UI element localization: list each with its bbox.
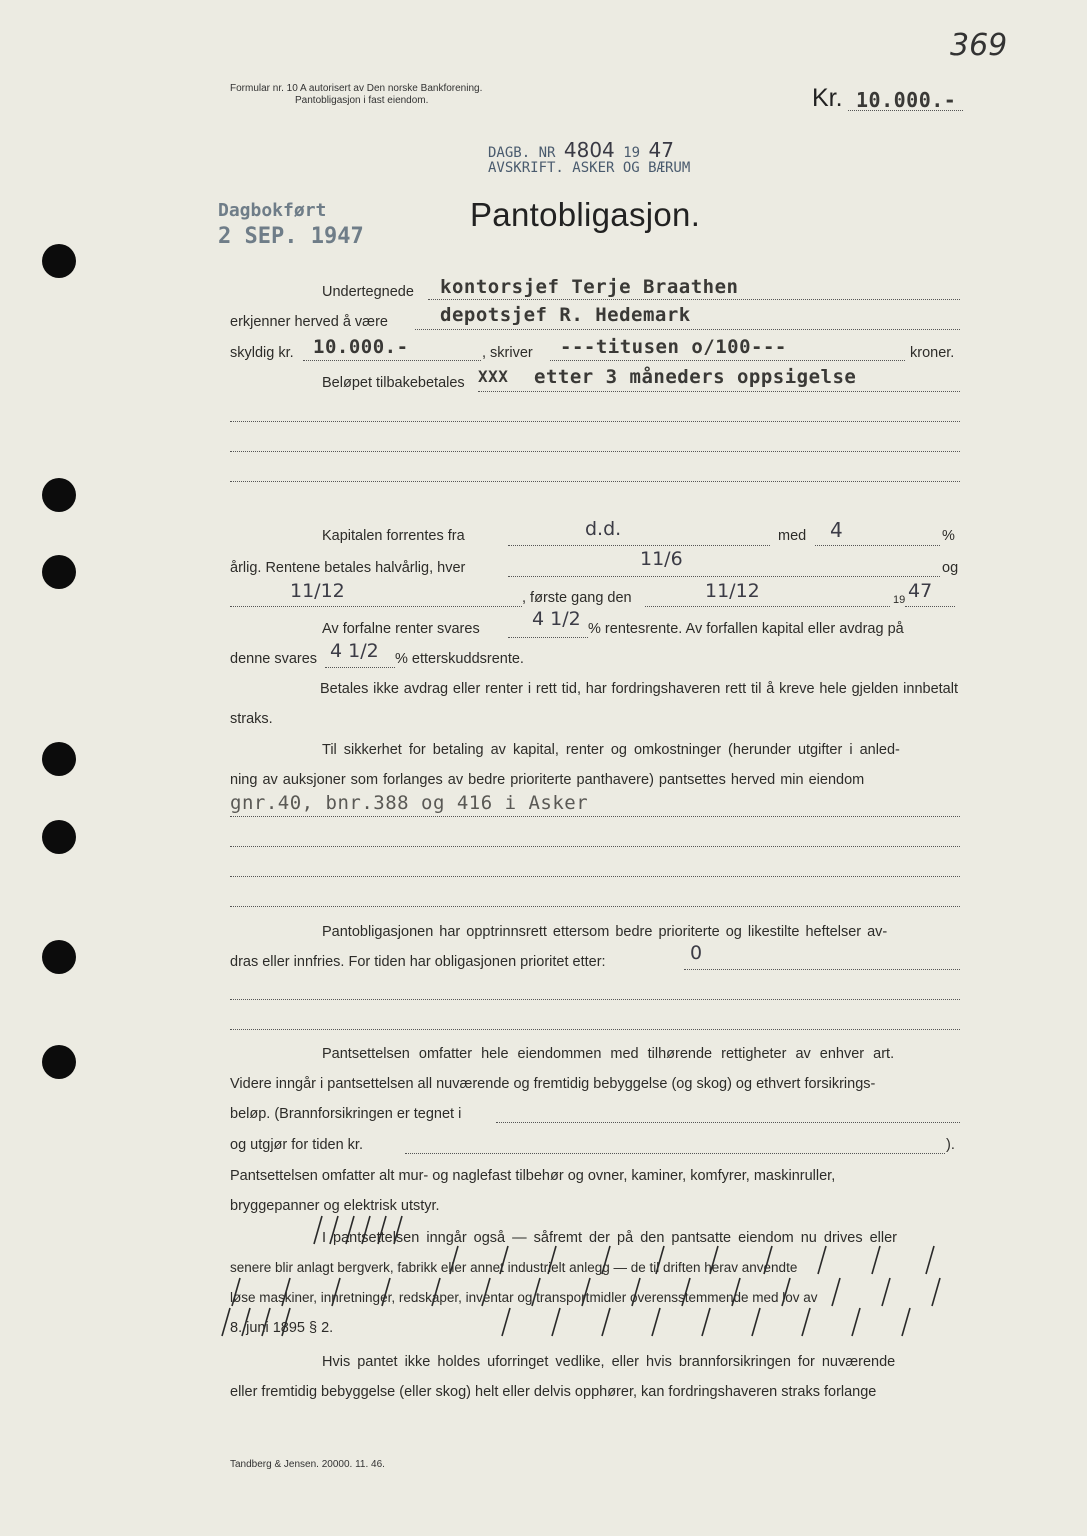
percent-sign: %: [942, 528, 955, 544]
dagb-year: 47: [648, 138, 674, 162]
kapitalen-label: Kapitalen forrentes fra: [322, 528, 465, 544]
erkjenner-value: depotsjef R. Hedemark: [440, 304, 691, 326]
eiendom-value: gnr.40, bnr.388 og 416 i Asker: [230, 792, 589, 814]
skriver-value: ---titusen o/100---: [560, 336, 787, 358]
kr-amount: 10.000.-: [856, 88, 957, 112]
printer-footer: Tandberg & Jensen. 20000. 11. 46.: [230, 1459, 385, 1470]
omfatter-line-4: og utgjør for tiden kr.: [230, 1137, 363, 1153]
punch-hole: [42, 940, 76, 974]
form-line-2: Pantobligasjon i fast eiendom.: [295, 95, 429, 106]
dagbokfort-stamp: Dagbokført: [218, 200, 327, 221]
omfatter-line-1: Pantsettelsen omfatter hele eiendommen med tilhørende rettigheter av enhver art.: [322, 1046, 895, 1062]
forfalne-rest: % rentesrente. Av forfallen kapital eller avdrag på: [588, 621, 904, 637]
date-stamp: 2 SEP. 1947: [218, 224, 364, 249]
dagb-number: 4804: [563, 138, 615, 162]
skyldig-label: skyldig kr.: [230, 345, 294, 361]
mur-line-1: Pantsettelsen omfatter alt mur- og naglefast tilbehør og ovner, kaminer, komfyrer, maskinruller,: [230, 1168, 836, 1184]
undertegnede-label: Undertegnede: [322, 284, 414, 300]
og-label: og: [942, 560, 959, 576]
med-label: med: [778, 528, 807, 544]
arlig-label: årlig. Rentene betales halvårlig, hver: [230, 560, 466, 576]
skyldig-value: 10.000.-: [313, 336, 409, 358]
omfatter-line-2: Videre inngår i pantsettelsen all nuværende og fremtidig bebyggelse (og skog) og ethvert forsikrings-: [230, 1076, 876, 1092]
undertegnede-value: kontorsjef Terje Braathen: [440, 276, 739, 298]
betales-paragraph: Betales ikke avdrag eller renter i rett tid, har fordringshaveren rett til å kreve hele gjelden innbetalt straks.: [230, 681, 958, 727]
inngar-line-3: løse maskiner, innretninger, redskaper, inventar og transportmidler overensstemmende med lov av: [230, 1290, 818, 1305]
kroner-label: kroner.: [910, 345, 955, 361]
belopet-strike: XXX: [478, 367, 509, 386]
forfalne-label: Av forfalne renter svares: [322, 621, 480, 637]
denne-value: 4 1/2: [330, 640, 379, 662]
year-prefix: 19: [893, 594, 906, 606]
denne-label: denne svares: [230, 651, 318, 667]
punch-hole: [42, 478, 76, 512]
sikkerhet-line-1: Til sikkerhet for betaling av kapital, renter og omkostninger (herunder utgifter i anled-: [322, 742, 900, 758]
forfalne-value: 4 1/2: [532, 608, 581, 630]
punch-hole: [42, 742, 76, 776]
arlig-value: 11/6: [640, 548, 683, 570]
dagb-stamp: [488, 138, 674, 162]
hvis-line-1: Hvis pantet ikke holdes uforringet vedlike, eller hvis brannforsikringen for nuværende: [322, 1354, 896, 1370]
dagb-year-prefix: 19: [623, 145, 641, 161]
denne-rest: % etterskuddsrente.: [395, 651, 524, 667]
punch-hole: [42, 555, 76, 589]
kr-label: Kr.: [812, 84, 843, 112]
document-title: Pantobligasjon.: [470, 196, 701, 233]
opptrinn-line-1: Pantobligasjonen har opptrinnsrett ettersom bedre prioriterte og likestilte heftelser av-: [322, 924, 888, 940]
punch-hole: [42, 244, 76, 278]
sikkerhet-line-2: ning av auksjoner som forlanges av bedre prioriterte panthavere) pantsettes herved min eiendom: [230, 772, 865, 788]
dagb-label: DAGB. NR: [488, 145, 556, 161]
page-number: 369: [950, 28, 1008, 63]
punch-hole: [42, 1045, 76, 1079]
hvis-line-2: eller fremtidig bebyggelse (eller skog) helt eller delvis opphører, kan fordringshaveren straks forlange: [230, 1384, 877, 1400]
punch-hole: [42, 820, 76, 854]
forste-label: , første gang den: [522, 590, 632, 606]
strike-through-hatching: [210, 1210, 970, 1350]
belopet-label: Beløpet tilbakebetales: [322, 375, 465, 391]
omfatter-line-3: beløp. (Brannforsikringen er tegnet i: [230, 1106, 462, 1122]
mur-line-2: bryggepanner og elektrisk utstyr.: [230, 1198, 440, 1214]
omfatter-line-4-end: ).: [946, 1137, 955, 1153]
inngar-line-1: I pantsettelsen inngår også — såfremt der på den pantsatte eiendom nu drives eller: [322, 1230, 898, 1246]
inngar-line-2: senere blir anlagt bergverk, fabrikk eller annet industrielt anlegg — de til driften herav anvendte: [230, 1260, 798, 1275]
belopet-value: etter 3 måneders oppsigelse: [534, 366, 857, 388]
avskrift-stamp: AVSKRIFT. ASKER OG BÆRUM: [488, 160, 691, 176]
skriver-label: , skriver: [482, 345, 533, 361]
kapitalen-value: d.d.: [585, 518, 622, 540]
inngar-line-4: 8. juni 1895 § 2.: [230, 1320, 334, 1336]
med-value: 4: [830, 518, 843, 542]
second-date: 11/12: [290, 580, 345, 602]
prioritet-value: 0: [690, 942, 703, 964]
year-value: 47: [908, 580, 933, 602]
form-line-1: Formular nr. 10 A autorisert av Den norske Bankforening.: [230, 83, 483, 94]
erkjenner-label: erkjenner herved å være: [230, 314, 388, 330]
forste-value: 11/12: [705, 580, 760, 602]
opptrinn-line-2: dras eller innfries. For tiden har obligasjonen prioritet etter:: [230, 954, 606, 970]
